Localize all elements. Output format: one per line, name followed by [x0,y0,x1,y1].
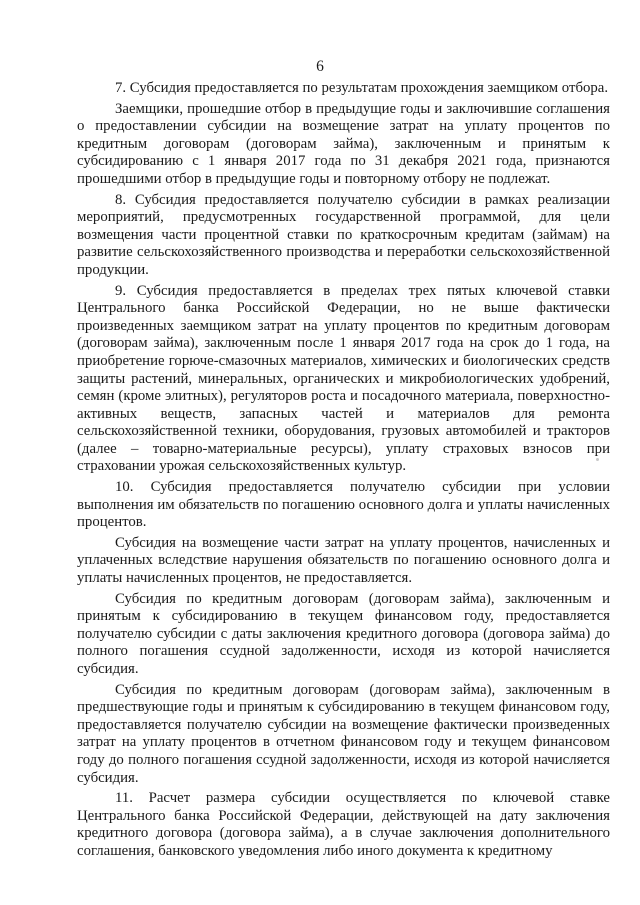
page-number: 6 [316,58,324,75]
paragraph-10-current-year: Субсидия по кредитным договорам (договорам займа), заключенным и принятым к субсидированию в текущем финансовом году, предоставляется получателю субсидии с даты заключения кредитного договора (договора займа) до полного погашения ссудной задолженности, исходя из которой начисляется субсидия. [77,590,610,677]
paragraph-10: 10. Субсидия предоставляется получателю субсидии при условии выполнения им обязательств по погашению основного долга и уплаты начисленных процентов. [77,479,610,531]
paragraph-10-previous-years: Субсидия по кредитным договорам (договорам займа), заключенным в предшествующие годы и принятым к субсидированию в текущем финансовом году, предоставляется получателю субсидии на возмещение фактически произведенных затрат на уплату процентов в отчетном финансовом году и текущем финансовом году до полного погашения ссудной задолженности, исходя из которой начисляется субсидия. [77,681,610,786]
paragraph-9: 9. Субсидия предоставляется в пределах трех пятых ключевой ставки Центрального банка Российской Федерации, но не выше фактически произведенных заемщиком затрат на уплату процентов по кредитным договорам (договорам займа), заключенным после 1 января 2017 года на срок до 1 года, на приобретение горюче-смазочных материалов, химических и биологических средств защиты растений, минеральных, органических и микробиологических удобрений, семян (кроме элитных), регуляторов роста и посадочного материала, поверхностно-активных веществ, запасных частей и материалов для ремонта сельскохозяйственной техники, оборудования, грузовых автомобилей и тракторов (далее – товарно-материальные ресурсы), уплату страховых взносов при страховании урожая сельскохозяйственных культур. [77,282,610,475]
paragraph-8: 8. Субсидия предоставляется получателю субсидии в рамках реализации мероприятий, предусмотренных государственной программой, для цели возмещения части процентной ставки по краткосрочным кредитам (займам) на развитие сельскохозяйственного производства и переработки сельскохозяйственной продукции. [77,191,610,278]
document-body [77,80,610,861]
paragraph-11: 11. Расчет размера субсидии осуществляется по ключевой ставке Центрального банка Российской Федерации, действующей на дату заключения кредитного договора (договора займа), а в случае заключения дополнительного соглашения, банковского уведомления либо иного документа к кредитному [77,790,610,859]
paragraph-7-borrowers: Заемщики, прошедшие отбор в предыдущие годы и заключившие соглашения о предоставлении субсидии на возмещение затрат на уплату процентов по кредитным договорам (договорам займа), заключенным и принятым к субсидированию с 1 января 2017 года по 31 декабря 2021 года, признаются прошедшими отбор в предыдущие годы и повторному отбору не подлежат. [77,100,610,187]
scan-speck [596,458,599,461]
paragraph-7: 7. Субсидия предоставляется по результатам прохождения заемщиком отбора. [115,80,609,96]
paragraph-10-penalty: Субсидия на возмещение части затрат на уплату процентов, начисленных и уплаченных вследствие нарушения обязательств по погашению основного долга и уплаты начисленных процентов, не предоставляется. [77,534,610,587]
